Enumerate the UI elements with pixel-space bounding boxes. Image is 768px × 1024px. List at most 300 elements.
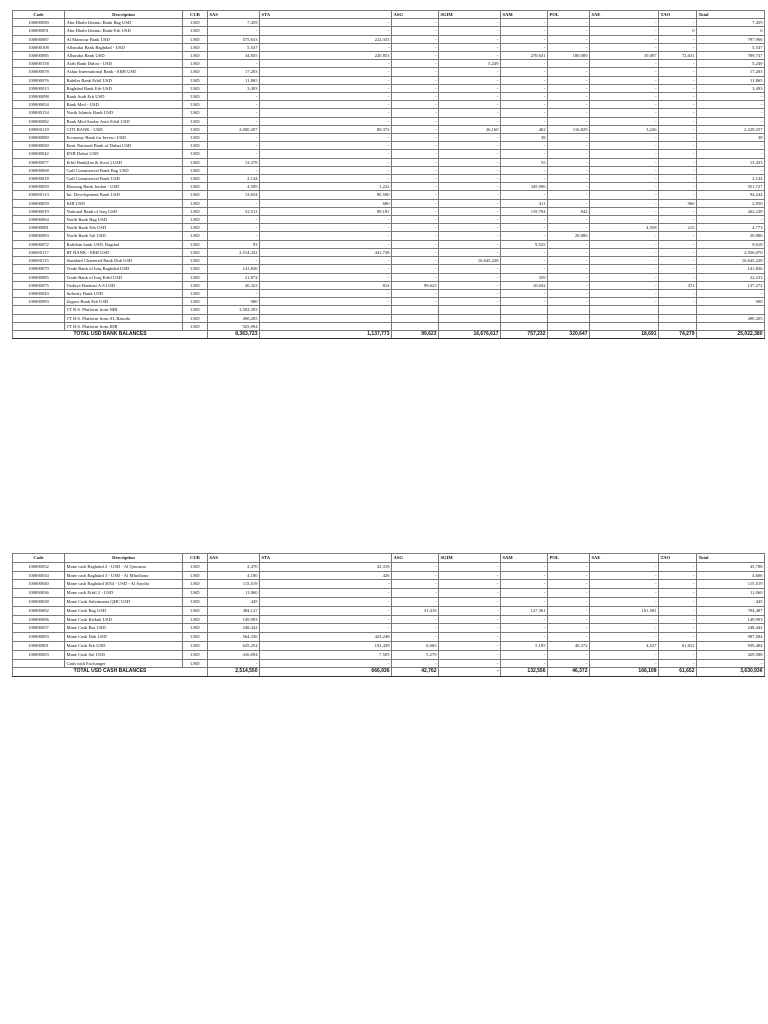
amount-sgim: - [439, 109, 501, 117]
account-description: Mane Cash Bas USD [65, 624, 183, 633]
row-total: 9,618 [697, 240, 765, 248]
amount-tao: - [659, 166, 697, 174]
currency: USD [183, 615, 208, 624]
amount-sgim: - [439, 650, 501, 659]
amount-sgim: - [439, 289, 501, 297]
amount-sas: 490,205 [208, 314, 260, 322]
amount-sam [501, 306, 548, 314]
row-total: 248,442 [697, 624, 765, 633]
bank-table-row [13, 240, 765, 248]
amount-sgim: - [439, 27, 501, 35]
account-description: Mane Cash Duh USD [65, 633, 183, 642]
amount-pol: - [548, 68, 590, 76]
amount-sas: - [208, 117, 260, 125]
amount-sas: 21,874 [208, 273, 260, 281]
amount-sta: - [260, 273, 392, 281]
amount-sae: - [590, 273, 659, 281]
amount-tao: - [659, 257, 697, 265]
account-code: 100000019 [13, 207, 65, 215]
amount-sas: 13,378 [208, 158, 260, 166]
cash-balances-table [12, 553, 765, 677]
amount-sta: 441,738 [260, 248, 392, 256]
bank-table-row [13, 191, 765, 199]
currency: USD [183, 52, 208, 60]
account-code: 100000059 [13, 183, 65, 191]
row-total: 2,229,257 [697, 125, 765, 133]
account-description: RT BANK - ERB USD [65, 248, 183, 256]
amount-sta: - [260, 580, 392, 589]
account-description: Bank Med Sardar Auto Erbil USD [65, 117, 183, 125]
amount-asg: - [392, 109, 439, 117]
bank-table-row [13, 314, 765, 322]
amount-asg: - [392, 125, 439, 133]
amount-sae: - [590, 232, 659, 240]
account-description: Baghdad Bank Erb USD [65, 84, 183, 92]
amount-sae: - [590, 265, 659, 273]
amount-pol: - [548, 273, 590, 281]
amount-sta: - [260, 257, 392, 265]
amount-sae: 3,226 [590, 125, 659, 133]
bank-header-row [13, 11, 765, 19]
amount-asg: - [392, 158, 439, 166]
amount-asg: - [392, 175, 439, 183]
bank-table-row [13, 216, 765, 224]
amount-sae: - [590, 60, 659, 68]
amount-sas: 11,060 [208, 589, 260, 598]
currency: USD [183, 281, 208, 289]
amount-sta: - [260, 84, 392, 92]
currency: USD [183, 68, 208, 76]
bank-table-row [13, 248, 765, 256]
currency: USD [183, 125, 208, 133]
bank-table-row [13, 125, 765, 133]
account-description: Trade Bank of Iraq Baghdad USD [65, 265, 183, 273]
amount-pol: - [548, 298, 590, 306]
currency: USD [183, 240, 208, 248]
amount-pol: - [548, 142, 590, 150]
amount-asg: - [392, 224, 439, 232]
amount-sam: - [501, 142, 548, 150]
row-total: 0 [697, 27, 765, 35]
amount-sae: - [590, 166, 659, 174]
amount-sgim: - [439, 240, 501, 248]
amount-sae: - [590, 571, 659, 580]
currency: USD [183, 659, 208, 668]
account-description: Gulf Commercial Bank Bag USD [65, 166, 183, 174]
amount-sgim: 16,645,228 [439, 257, 501, 265]
col-header: Description [65, 554, 183, 563]
bank-balances-table [12, 10, 765, 339]
amount-sae [590, 322, 659, 330]
amount-sae: 4,558 [590, 224, 659, 232]
currency: USD [183, 306, 208, 314]
amount-sam: - [501, 597, 548, 606]
amount-sta: - [260, 101, 392, 109]
account-description: Zagros Bank Erb USD [65, 298, 183, 306]
amount-asg: - [392, 191, 439, 199]
col-header: SGIM [439, 11, 501, 19]
cash-table-row [13, 562, 765, 571]
amount-pol: - [548, 43, 590, 51]
row-total: 490,205 [697, 314, 765, 322]
col-header: CUR [183, 11, 208, 19]
amount-pol: - [548, 60, 590, 68]
amount-sta: - [260, 150, 392, 158]
account-code: 100000042 [13, 150, 65, 158]
row-total [697, 322, 765, 330]
amount-pol: - [548, 571, 590, 580]
col-header: Code [13, 11, 65, 19]
account-code: 100000002 [13, 606, 65, 615]
amount-sta [260, 306, 392, 314]
amount-sam: 10,042 [501, 281, 548, 289]
amount-tao: - [659, 183, 697, 191]
amount-sgim: - [439, 216, 501, 224]
amount-asg: - [392, 142, 439, 150]
amount-sta [260, 322, 392, 330]
amount-sam: - [501, 298, 548, 306]
amount-asg: - [392, 240, 439, 248]
amount-asg: 99,623 [392, 281, 439, 289]
amount-sae: - [590, 117, 659, 125]
currency: USD [183, 641, 208, 650]
amount-tao: - [659, 562, 697, 571]
currency: USD [183, 134, 208, 142]
amount-sta: - [260, 60, 392, 68]
amount-pol: - [548, 158, 590, 166]
row-total: 11,865 [697, 76, 765, 84]
bank-table-row [13, 142, 765, 150]
currency: USD [183, 624, 208, 633]
amount-asg: - [392, 289, 439, 297]
amount-sta: - [260, 615, 392, 624]
amount-sgim: - [439, 76, 501, 84]
amount-sas: 445 [208, 597, 260, 606]
amount-pol: - [548, 76, 590, 84]
amount-sam: 359 [501, 273, 548, 281]
row-total: 45,788 [697, 562, 765, 571]
amount-tao: - [659, 589, 697, 598]
amount-sgim: - [439, 150, 501, 158]
amount-sam: - [501, 19, 548, 27]
amount-sam: - [501, 101, 548, 109]
amount-sae: - [590, 19, 659, 27]
amount-asg [392, 322, 439, 330]
amount-sgim: - [439, 265, 501, 273]
col-header: SAS [208, 11, 260, 19]
account-code: 100000081 [13, 224, 65, 232]
row-total: 797,966 [697, 35, 765, 43]
amount-sae: - [590, 84, 659, 92]
amount-sae: - [590, 659, 659, 668]
amount-asg: - [392, 35, 439, 43]
amount-sam: - [501, 650, 548, 659]
amount-asg: 6,065 [392, 641, 439, 650]
amount-sae: - [590, 175, 659, 183]
col-header: SAS [208, 554, 260, 563]
cash-grand-total: 3,630,936 [697, 668, 765, 677]
amount-asg: - [392, 597, 439, 606]
account-description: Mane Cash Erb USD [65, 641, 183, 650]
account-code: 100000154 [13, 109, 65, 117]
amount-tao: - [659, 142, 697, 150]
col-header: ASG [392, 11, 439, 19]
account-code [13, 322, 65, 330]
amount-asg: - [392, 134, 439, 142]
amount-sam: 345,996 [501, 183, 548, 191]
account-code: 100000091 [13, 27, 65, 35]
amount-sam: - [501, 216, 548, 224]
amount-pol: 180,089 [548, 52, 590, 60]
col-header: Code [13, 554, 65, 563]
currency: USD [183, 101, 208, 109]
amount-sta: 423,248 [260, 633, 392, 642]
row-total: 4,606 [697, 571, 765, 580]
row-total: - [697, 117, 765, 125]
row-total: 16,645,228 [697, 257, 765, 265]
amount-sta: - [260, 43, 392, 51]
account-description: Arab Bank Dubai - USD [65, 60, 183, 68]
cash-table-row [13, 606, 765, 615]
col-header: SGIM [439, 554, 501, 563]
amount-tao: - [659, 273, 697, 281]
amount-sas: 26,323 [208, 281, 260, 289]
amount-tao: 215 [659, 224, 697, 232]
account-code: 100000003 [13, 633, 65, 642]
account-code: 100000006 [13, 615, 65, 624]
account-description: Housing Bank Jordan - USD [65, 183, 183, 191]
bank-table-row [13, 43, 765, 51]
amount-sae: - [590, 633, 659, 642]
bank-table-row [13, 298, 765, 306]
amount-sam: - [501, 166, 548, 174]
amount-sta: 426 [260, 571, 392, 580]
account-description: Bank Med - USD [65, 101, 183, 109]
account-code: 100000158 [13, 60, 65, 68]
amount-asg: - [392, 562, 439, 571]
amount-asg: - [392, 298, 439, 306]
currency: USD [183, 232, 208, 240]
amount-sta: 80,372 [260, 125, 392, 133]
account-code: 100000115 [13, 257, 65, 265]
account-code: 100000113 [13, 191, 65, 199]
bank-table-row [13, 265, 765, 273]
currency: USD [183, 606, 208, 615]
amount-sgim: - [439, 84, 501, 92]
account-code: 100000032 [13, 562, 65, 571]
amount-sas: 141,836 [208, 265, 260, 273]
amount-tao: - [659, 134, 697, 142]
amount-asg: - [392, 615, 439, 624]
amount-pol: - [548, 289, 590, 297]
amount-sam: - [501, 659, 548, 668]
amount-sgim: - [439, 641, 501, 650]
account-code: 100000018 [13, 175, 65, 183]
amount-sta: 220,853 [260, 52, 392, 60]
amount-sam: 270,641 [501, 52, 548, 60]
amount-sas: 416,694 [208, 650, 260, 659]
bank-table-row [13, 27, 765, 35]
currency: USD [183, 207, 208, 215]
currency: USD [183, 597, 208, 606]
amount-pol: - [548, 93, 590, 101]
account-code [13, 314, 65, 322]
col-header: POL [548, 11, 590, 19]
amount-tao: 960 [659, 199, 697, 207]
account-description: Ashur International Bank - ERB USD [65, 68, 183, 76]
amount-sta: 43,318 [260, 562, 392, 571]
col-header: SAE [590, 11, 659, 19]
currency: USD [183, 166, 208, 174]
row-total: 13,433 [697, 158, 765, 166]
amount-sas: 925,994 [208, 322, 260, 330]
amount-sae: - [590, 109, 659, 117]
row-total: 22,233 [697, 273, 765, 281]
cash-table-row [13, 589, 765, 598]
amount-asg: - [392, 101, 439, 109]
bank-total-cell: 74,279 [659, 330, 697, 338]
amount-pol: - [548, 191, 590, 199]
amount-sam: - [501, 150, 548, 158]
amount-asg: - [392, 68, 439, 76]
account-code: 100000076 [13, 76, 65, 84]
amount-sam: 9,525 [501, 240, 548, 248]
bank-total-cell: 320,647 [548, 330, 590, 338]
account-description: North Islamic Bank USD [65, 109, 183, 117]
amount-tao [659, 314, 697, 322]
amount-pol: - [548, 101, 590, 109]
amount-pol: - [548, 281, 590, 289]
amount-sas: 13,654 [208, 191, 260, 199]
account-description: Mane cash Baghdad 2 - USD - Al Qawama [65, 562, 183, 571]
account-description: Economy Bank for Invest.-USD [65, 134, 183, 142]
amount-sgim: - [439, 273, 501, 281]
amount-sae: - [590, 68, 659, 76]
row-total: 351,727 [697, 183, 765, 191]
row-total: 2,144 [697, 175, 765, 183]
account-code: 100000038 [13, 597, 65, 606]
currency: USD [183, 298, 208, 306]
amount-pol: - [548, 27, 590, 35]
amount-pol: - [548, 216, 590, 224]
amount-pol: - [548, 650, 590, 659]
amount-sam: - [501, 175, 548, 183]
currency: USD [183, 257, 208, 265]
amount-sae: - [590, 43, 659, 51]
cash-table-row [13, 633, 765, 642]
bank-table-row [13, 93, 765, 101]
amount-tao: - [659, 150, 697, 158]
row-total: - [697, 659, 765, 668]
currency: USD [183, 150, 208, 158]
amount-tao: - [659, 298, 697, 306]
amount-tao: - [659, 240, 697, 248]
currency: USD [183, 571, 208, 580]
amount-sta: - [260, 27, 392, 35]
bank-total-cell: 99,623 [392, 330, 439, 338]
account-code: 100000068 [13, 166, 65, 174]
amount-sae: - [590, 93, 659, 101]
cash-table-row [13, 615, 765, 624]
amount-sam: - [501, 76, 548, 84]
account-code: 100000050 [13, 142, 65, 150]
amount-tao: - [659, 216, 697, 224]
amount-sas: 93 [208, 240, 260, 248]
row-total [697, 306, 765, 314]
amount-sam: - [501, 60, 548, 68]
amount-asg: - [392, 207, 439, 215]
account-code: 100000087 [13, 35, 65, 43]
amount-sas: - [208, 659, 260, 668]
cash-table-row [13, 659, 765, 668]
bank-table-row [13, 35, 765, 43]
amount-tao: - [659, 60, 697, 68]
account-code: 100000072 [13, 240, 65, 248]
col-header: SAM [501, 554, 548, 563]
amount-sgim: - [439, 633, 501, 642]
cash-total-label: TOTAL USD CASH BALANCES [13, 668, 208, 677]
amount-asg: - [392, 633, 439, 642]
account-code: 100000108 [13, 43, 65, 51]
amount-tao: - [659, 68, 697, 76]
col-header: Description [65, 11, 183, 19]
bank-table-row [13, 273, 765, 281]
account-description: Erbil Bank(Inv.& Invst.) USD [65, 158, 183, 166]
amount-pol: - [548, 562, 590, 571]
amount-sgim [439, 306, 501, 314]
amount-sam: - [501, 68, 548, 76]
amount-pol: - [548, 19, 590, 27]
row-total: 141,836 [697, 265, 765, 273]
amount-sae: - [590, 191, 659, 199]
amount-sae: - [590, 35, 659, 43]
amount-tao: 72,631 [659, 52, 697, 60]
amount-pol: - [548, 624, 590, 633]
amount-tao: - [659, 207, 697, 215]
amount-pol: - [548, 183, 590, 191]
currency: USD [183, 650, 208, 659]
account-code: 100000093 [13, 298, 65, 306]
amount-sam: - [501, 615, 548, 624]
amount-sgim: - [439, 19, 501, 27]
amount-sas: 248,442 [208, 624, 260, 633]
account-description: Mane cash Baghdad 3054 - USD - Al Saydia [65, 580, 183, 589]
amount-sta: - [260, 298, 392, 306]
amount-tao: - [659, 19, 697, 27]
amount-sta: 1,222 [260, 183, 392, 191]
account-description: Mane Cash Suleimania QHC USD [65, 597, 183, 606]
bank-table-row [13, 232, 765, 240]
amount-sta: - [260, 224, 392, 232]
amount-sta [260, 314, 392, 322]
amount-tao: 61,652 [659, 641, 697, 650]
account-code: 100000037 [13, 624, 65, 633]
account-code: 100000083 [13, 232, 65, 240]
amount-asg: - [392, 580, 439, 589]
amount-sam [501, 322, 548, 330]
amount-sgim: - [439, 298, 501, 306]
account-description: Turkiye Bankasi A.S.USD [65, 281, 183, 289]
bank-total-cell: 1,137,773 [260, 330, 392, 338]
amount-sas: - [208, 142, 260, 150]
amount-sas: 4,180 [208, 571, 260, 580]
row-total: 429,588 [697, 650, 765, 659]
amount-sta: - [260, 216, 392, 224]
amount-tao: - [659, 248, 697, 256]
account-description: Rafidain bank USD, Bagdad [65, 240, 183, 248]
row-total: 137,272 [697, 281, 765, 289]
amount-asg: - [392, 93, 439, 101]
